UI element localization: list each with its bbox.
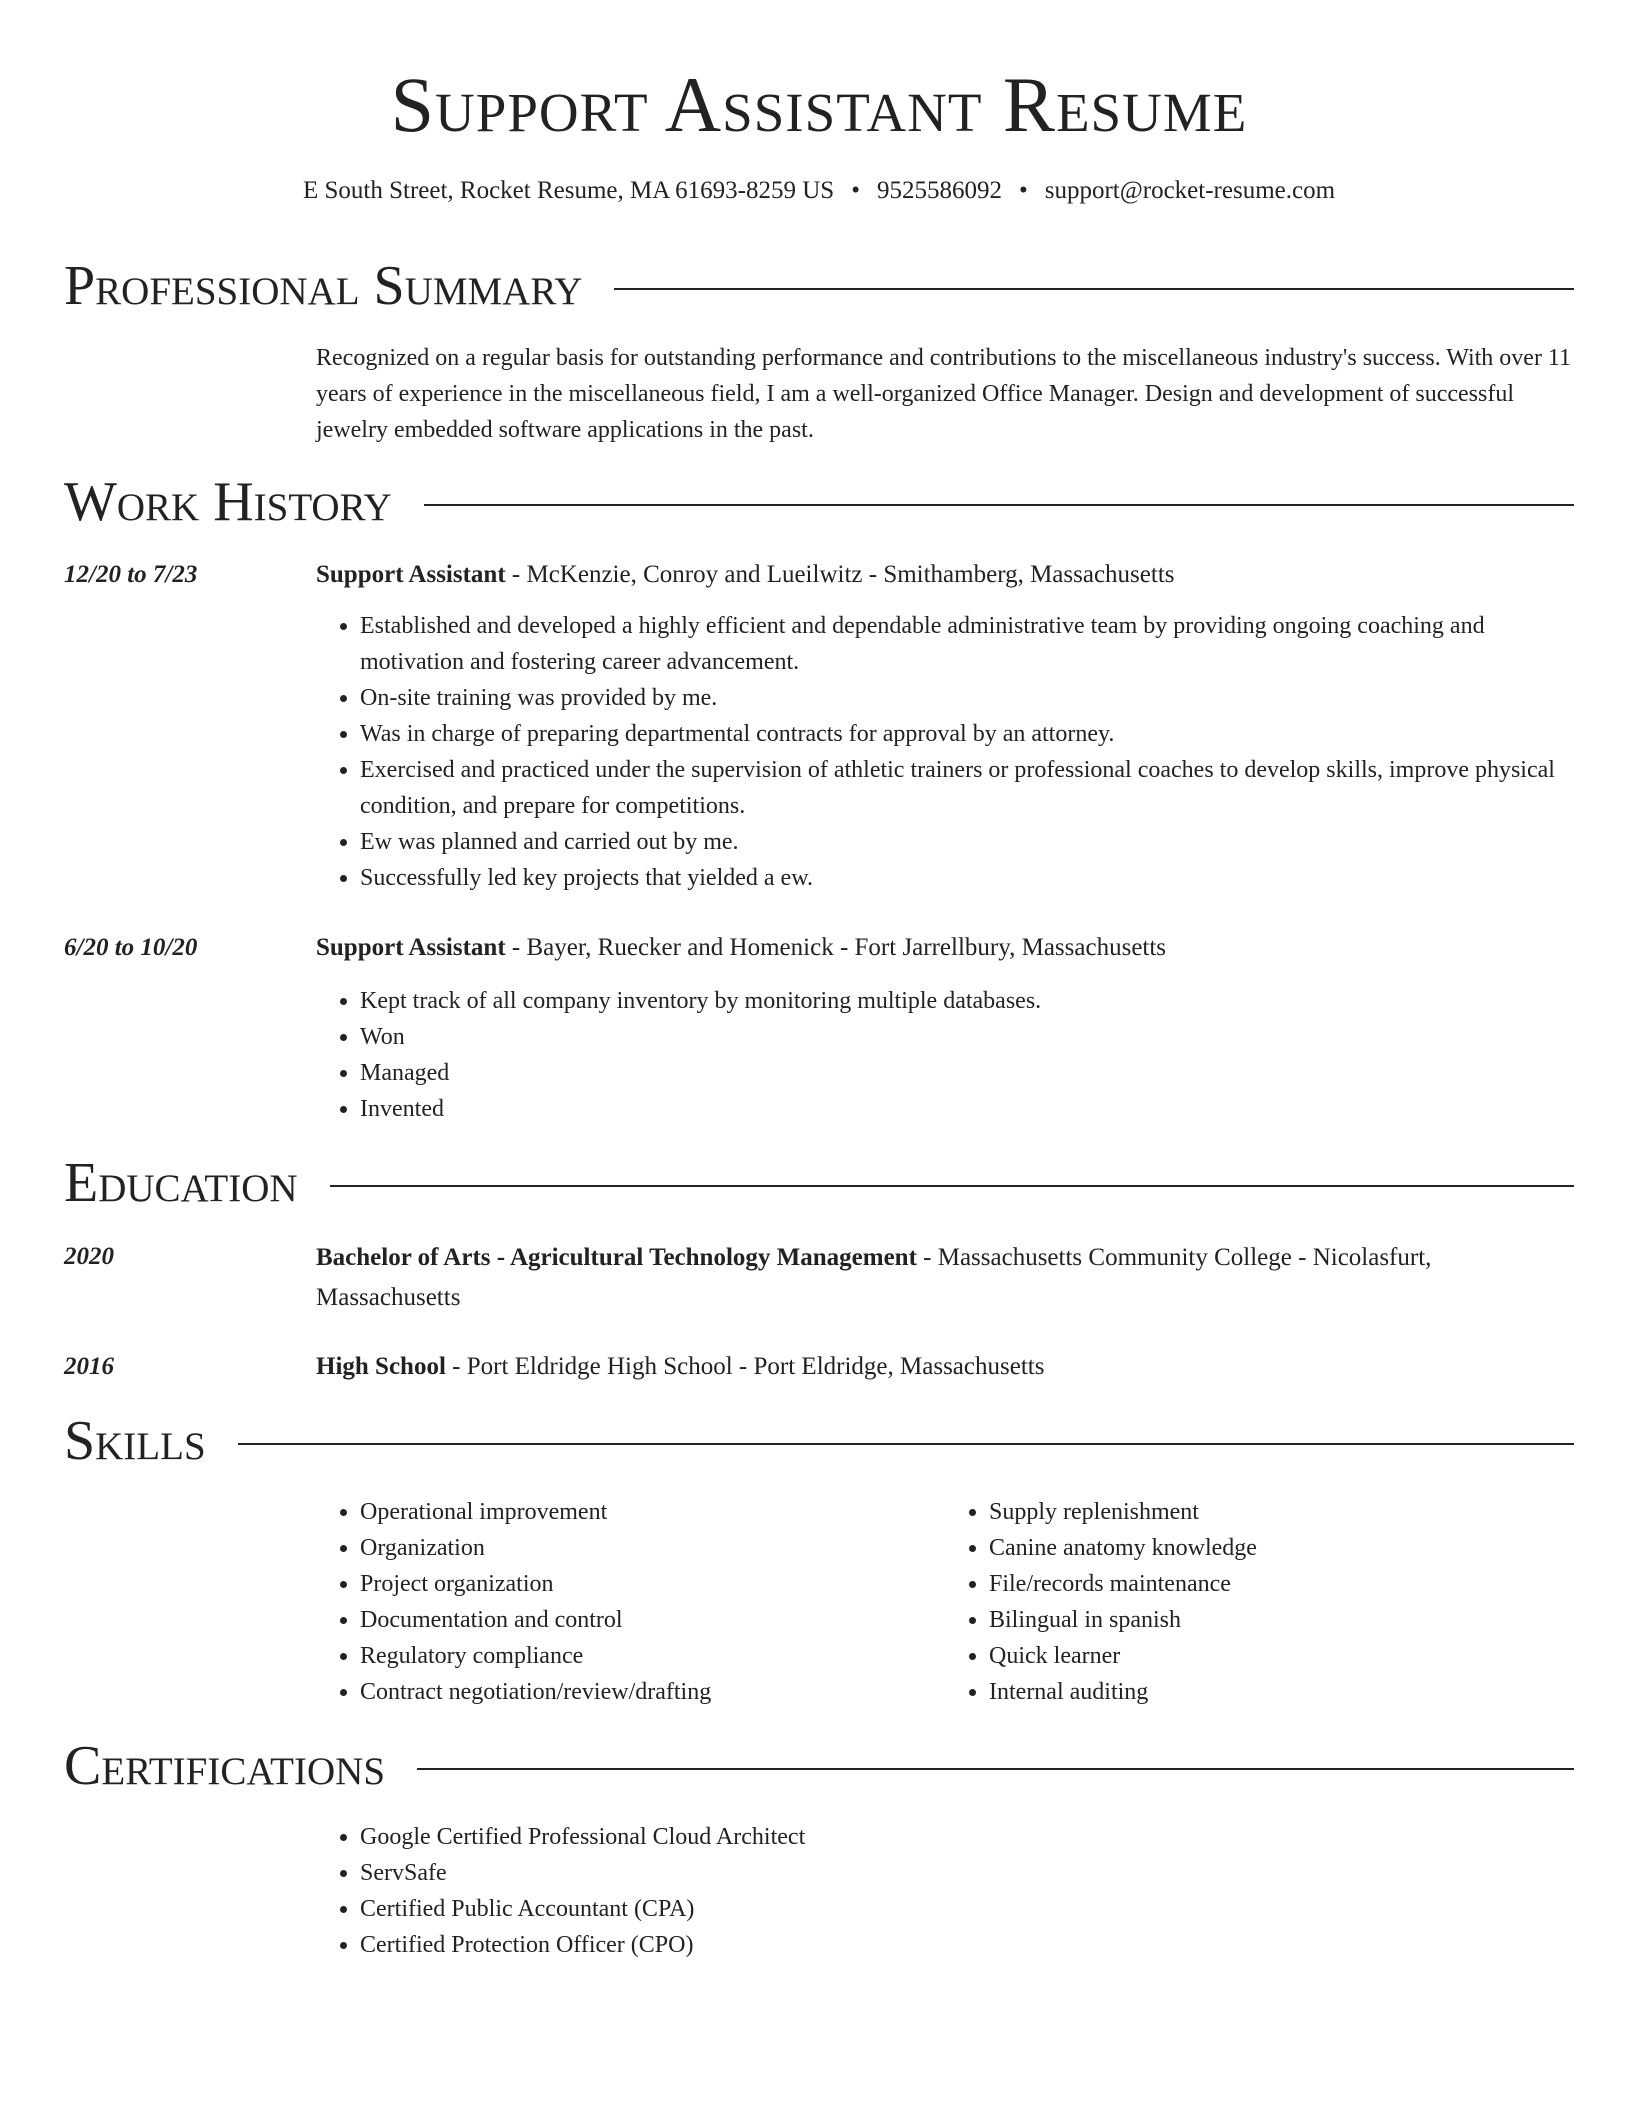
job-title: Support Assistant [316, 934, 506, 961]
skill-item: • Organization [360, 1530, 945, 1566]
work-section-header [64, 472, 1574, 532]
list-item: • Established and developed a highly efficient and dependable administrative team by providing ongoing coaching and motivation and fostering career advancement. [360, 608, 1574, 680]
certification-item: • Certified Public Accountant (CPA) [360, 1891, 1574, 1927]
education-year: 2020 [64, 1243, 114, 1270]
job-title-line [316, 556, 1574, 594]
skill-item: • Bilingual in spanish [989, 1602, 1574, 1638]
list-item: • Invented [360, 1091, 1574, 1127]
job-bullets [316, 983, 1574, 1127]
education-section-header [64, 1153, 1574, 1213]
skills-list-left [316, 1494, 945, 1710]
section-divider [417, 1768, 1574, 1770]
list-item: • Ew was planned and carried out by me. [360, 824, 1574, 860]
education-details: - Port Eldridge High School - Port Eldridge, Massachusetts [445, 1353, 1045, 1380]
skill-item: • Project organization [360, 1566, 945, 1602]
section-divider [330, 1185, 1574, 1187]
certification-item: • Google Certified Professional Cloud Architect [360, 1819, 1574, 1855]
certifications-heading: Certifications [64, 1735, 386, 1797]
education-year: 2016 [64, 1353, 114, 1380]
contact-line [64, 176, 1574, 206]
job-title-line [316, 929, 1574, 967]
education-degree: Bachelor of Arts - Agricultural Technology Management [316, 1244, 917, 1271]
contact-email: support@rocket-resume.com [1044, 177, 1336, 204]
section-divider [614, 288, 1574, 290]
job-details: - McKenzie, Conroy and Lueilwitz - Smithamberg, Massachusetts [505, 561, 1175, 588]
list-item: • Exercised and practiced under the supervision of athletic trainers or professional coaches to develop skills, improve physical condition, and prepare for competitions. [360, 752, 1574, 824]
certification-item: • Certified Protection Officer (CPO) [360, 1927, 1574, 1963]
education-line [316, 1348, 1574, 1386]
section-divider [238, 1443, 1574, 1445]
certifications-section-header [64, 1736, 1574, 1796]
certification-item: • ServSafe [360, 1855, 1574, 1891]
resume-title: Support Assistant Resume [390, 61, 1248, 148]
job-title: Support Assistant [316, 561, 506, 588]
skills-section-header [64, 1411, 1574, 1471]
job-bullets [316, 608, 1574, 896]
skills-heading: Skills [64, 1410, 206, 1472]
education-details: - Massachusetts Community College - Nicolasfurt, Massachusetts [316, 1244, 1432, 1311]
contact-separator: • [851, 177, 860, 204]
list-item: • Was in charge of preparing departmental contracts for approval by an attorney. [360, 716, 1574, 752]
job-dates: 12/20 to 7/23 [64, 561, 198, 588]
list-item: • Successfully led key projects that yielded a ew. [360, 860, 1574, 896]
contact-separator: • [1018, 177, 1028, 204]
summary-section-header [64, 256, 1574, 316]
skill-item: • Regulatory compliance [360, 1638, 945, 1674]
summary-text: Recognized on a regular basis for outstanding performance and contributions to the miscellaneous industry's success. With over 11 years of experience in the miscellaneous field, I am a well-organized Office Manager. Design and development of successful jewelry embedded software applications in the past. [316, 345, 1572, 443]
skill-item: • Quick learner [989, 1638, 1574, 1674]
skill-item: • Internal auditing [989, 1674, 1574, 1710]
education-heading: Education [64, 1152, 298, 1214]
education-line [316, 1238, 1574, 1318]
contact-address: E South Street, Rocket Resume, MA 61693-8259 US [302, 177, 835, 204]
education-degree: High School [316, 1353, 446, 1380]
list-item: • Managed [360, 1055, 1574, 1091]
skill-item: • File/records maintenance [989, 1566, 1574, 1602]
work-heading: Work History [64, 471, 392, 533]
certifications-list [316, 1819, 1574, 1963]
skills-list-right [945, 1494, 1574, 1710]
skill-item: • Supply replenishment [989, 1494, 1574, 1530]
job-details: - Bayer, Ruecker and Homenick - Fort Jarrellbury, Massachusetts [505, 934, 1167, 961]
skill-item: • Documentation and control [360, 1602, 945, 1638]
list-item: • On-site training was provided by me. [360, 680, 1574, 716]
list-item: • Won [360, 1019, 1574, 1055]
skill-item: • Operational improvement [360, 1494, 945, 1530]
section-divider [424, 504, 1574, 506]
skill-item: • Canine anatomy knowledge [989, 1530, 1574, 1566]
contact-phone: 9525586092 [876, 177, 1002, 204]
skill-item: • Contract negotiation/review/drafting [360, 1674, 945, 1710]
job-dates: 6/20 to 10/20 [64, 934, 198, 961]
resume-page [64, 0, 1574, 1958]
summary-heading: Professional Summary [64, 255, 583, 317]
list-item: • Kept track of all company inventory by monitoring multiple databases. [360, 983, 1574, 1019]
